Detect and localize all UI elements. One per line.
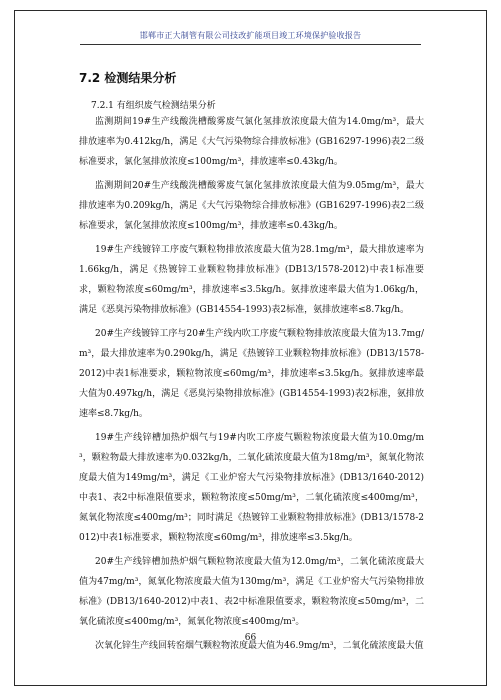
paragraph-19-furnace: 19#生产线锌槽加热炉烟气与19#内吹工序废气颗粒物浓度最大值为10.0mg/m³，颗粒物最大排放速率为0.032kg/h，二氧化硫浓度最大值为18mg/m³，氮氧化物浓度最大值为149mg/m³，满足《工业炉窑大气污染物排放标准》(DB13/1640-2012)中表1、表2中标准限值要求，颗粒物浓度≤50mg/m³，二氧化硫浓度≤400mg/m³，氮氧化物浓度≤400mg/m³；同时满足《热镀锌工业颗粒物排放标准》(DB13/1578-2012)中表1标准要求，颗粒物浓度≤60mg/m³，排放速率≤3.5kg/h。 — [79, 433, 424, 543]
subsection-title: 7.2.1 有组织废气检测结果分析 — [91, 101, 216, 111]
paragraph-20-hcl: 监测期间20#生产线酸洗槽酸雾废气氯化氢排放浓度最大值为9.05mg/m³，最大排放速率为0.209kg/h，满足《大气污染物综合排放标准》(GB16297-1996)表2二级标准要求，氯化氢排放浓度≤100mg/m³，排放速率≤0.43kg/h。 — [79, 181, 424, 231]
paragraph-19-galvanizing: 19#生产线镀锌工序废气颗粒物排放浓度最大值为28.1mg/m³，最大排放速率为1.66kg/h，满足《热镀锌工业颗粒物排放标准》(DB13/1578-2012)中表1标准要求，颗粒物浓度≤60mg/m³，排放速率≤3.5kg/h。氨排放速率最大值为1.06kg/h，满足《恶臭污染物排放标准》(GB14554-1993)表2标准，氨排放速率≤8.7kg/h。 — [79, 245, 424, 315]
running-header: 邯郸市正大制管有限公司技改扩能项目竣工环境保护验收报告 — [139, 31, 362, 40]
paragraph-20-galvanizing: 20#生产线镀锌工序与20#生产线内吹工序废气颗粒物排放浓度最大值为13.7mg/m³，最大排放速率为0.290kg/h，满足《热镀锌工业颗粒物排放标准》(DB13/1578-2012)中表1标准要求，颗粒物浓度≤60mg/m³，排放速率≤3.5kg/h。氨排放速率最大值为0.497kg/h，满足《恶臭污染物排放标准》(GB14554-1993)表2标准，氨排放速率≤8.7kg/h。 — [79, 329, 424, 419]
body-text — [79, 112, 424, 660]
paragraph-20-furnace: 20#生产线锌槽加热炉烟气颗粒物浓度最大值为12.0mg/m³，二氧化硫浓度最大值为47mg/m³，氮氧化物浓度最大值为130mg/m³，满足《工业炉窑大气污染物排放标准》(DB13/1640-2012)中表1、表2中标准限值要求，颗粒物浓度≤50mg/m³，二氧化硫浓度≤400mg/m³，氮氧化物浓度≤400mg/m³。 — [79, 557, 424, 627]
section-title: 7.2 检测结果分析 — [79, 71, 177, 85]
paragraph-19-hcl: 监测期间19#生产线酸洗槽酸雾废气氯化氢排放浓度最大值为14.0mg/m³，最大排放速率为0.412kg/h，满足《大气污染物综合排放标准》(GB16297-1996)表2二级标准要求，氯化氢排放浓度≤100mg/m³，排放速率≤0.43kg/h。 — [79, 117, 424, 167]
header-rule — [80, 44, 421, 45]
page-number: 66 — [244, 633, 257, 643]
paragraph-zinc-oxide-kiln: 次氧化锌生产线回转窑烟气颗粒物浓度最大值为46.9mg/m³，二氧化硫浓度最大值 — [95, 641, 424, 651]
